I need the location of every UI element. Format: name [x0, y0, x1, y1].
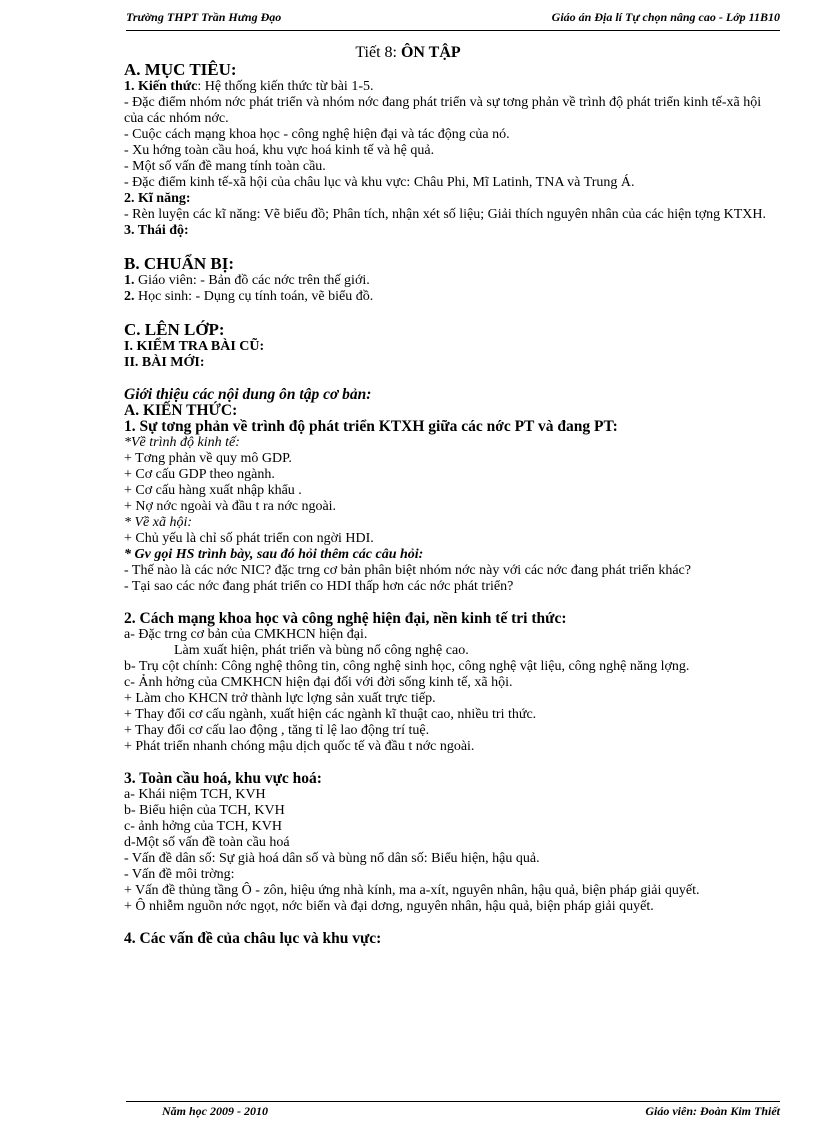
spacer — [124, 915, 780, 931]
paragraph: b- Biểu hiện của TCH, KVH — [124, 803, 285, 818]
paragraph: - Rèn luyện các kĩ năng: Vẽ biểu đồ; Phân tích, nhận xét số liệu; Giải thích nguyên nhân của các hiện tợng KTXH. — [124, 207, 767, 222]
subheading: *Về trình độ kinh tế: — [124, 435, 240, 450]
paragraph: - Một số vấn đề mang tính toàn cầu. — [124, 159, 326, 174]
paragraph: c- ảnh hởng của TCH, KVH — [124, 819, 282, 834]
topic-2-title: 2. Cách mạng khoa học và công nghệ hiện đại, nền kinh tế tri thức: — [124, 610, 567, 627]
intro-heading: Giới thiệu các nội dung ôn tập cơ bản: — [124, 386, 372, 403]
text: Học sinh: - Dụng cụ tính toán, vẽ biểu đồ. — [134, 289, 374, 304]
subheading: 3. Thái độ: — [124, 223, 189, 238]
topic-3-title: 3. Toàn cầu hoá, khu vực hoá: — [124, 770, 322, 787]
spacer — [124, 305, 780, 321]
document-body — [124, 61, 780, 947]
paragraph: - Vấn đề dân số: Sự già hoá dân số và bùng nổ dân số: Biểu hiện, hậu quả. — [124, 851, 540, 866]
label-number: 1. — [124, 273, 135, 288]
list-item: + Thay đổi cơ cấu lao động , tăng tỉ lệ lao động trí tuệ. — [124, 723, 430, 738]
spacer — [124, 595, 780, 611]
lesson-number: Tiết 8: — [355, 44, 397, 61]
list-item: + Chủ yếu là chỉ số phát triển con ngời HDI. — [124, 531, 374, 546]
paragraph: Làm xuất hiện, phát triển và bùng nổ công nghệ cao. — [174, 643, 469, 658]
footer-school-year: Năm học 2009 - 2010 — [162, 1104, 268, 1118]
page-footer — [126, 1101, 780, 1122]
spacer — [124, 239, 780, 255]
heading-b: B. CHUẨN BỊ: — [124, 254, 235, 273]
paragraph: - Cuộc cách mạng khoa học - công nghệ hiện đại và tác động của nó. — [124, 127, 510, 142]
heading-c: C. LÊN LỚP: — [124, 320, 225, 339]
paragraph — [124, 273, 780, 289]
list-item: + Làm cho KHCN trở thành lực lợng sản xuất trực tiếp. — [124, 691, 436, 706]
text: Giáo viên: - Bản đồ các nớc trên thế giới. — [134, 273, 370, 288]
list-item: + Vấn đề thủng tầng Ô - zôn, hiệu ứng nhà kính, ma a-xít, nguyên nhân, hậu quả, biện pháp giải quyết. — [124, 883, 700, 898]
heading-a: A. MỤC TIÊU: — [124, 60, 237, 79]
list-item: + Tơng phản về quy mô GDP. — [124, 451, 292, 466]
list-item: + Ô nhiễm nguồn nớc ngọt, nớc biển và đại dơng, nguyên nhân, hậu quả, biện pháp giải quyết. — [124, 899, 654, 914]
paragraph — [124, 289, 780, 305]
question: - Tại sao các nớc đang phát triển co HDI thấp hơn các nớc phát triển? — [124, 579, 514, 594]
topic-4-title: 4. Các vấn đề của châu lục và khu vực: — [124, 930, 382, 947]
label-kien-thuc: 1. Kiến thức — [124, 79, 198, 94]
topic-1-title: 1. Sự tơng phản về trình độ phát triển KTXH giữa các nớc PT và đang PT: — [124, 418, 618, 435]
paragraph — [124, 79, 780, 95]
list-item: + Nợ nớc ngoài và đầu t ra nớc ngoài. — [124, 499, 337, 514]
footer-teacher: Giáo viên: Đoàn Kim Thiết — [645, 1104, 780, 1118]
page-header — [126, 8, 780, 31]
heading-kien-thuc: A. KIẾN THỨC: — [124, 402, 238, 419]
spacer — [124, 371, 780, 387]
text: : Hệ thống kiến thức từ bài 1-5. — [197, 79, 374, 94]
lesson-name: ÔN TẬP — [400, 44, 461, 61]
paragraph: b- Trụ cột chính: Công nghệ thông tin, công nghệ sinh học, công nghệ vật liệu, công nghệ năng lợng. — [124, 659, 690, 674]
paragraph: - Đặc điểm nhóm nớc phát triển và nhóm nớc đang phát triển và sự tơng phản về trình độ phát triển kinh tế-xã hội của các nhóm nớc. — [124, 95, 762, 126]
list-item: + Phát triển nhanh chóng mậu dịch quốc tế và đầu t nớc ngoài. — [124, 739, 475, 754]
question: - Thế nào là các nớc NIC? đặc trng cơ bản phân biệt nhóm nớc này với các nớc đang phát triển khác? — [124, 563, 691, 578]
header-subject: Giáo án Địa lí Tự chọn nâng cao - Lớp 11B10 — [551, 10, 780, 24]
paragraph: a- Khái niệm TCH, KVH — [124, 787, 266, 802]
list-item: + Cơ cấu hàng xuất nhập khẩu . — [124, 483, 302, 498]
spacer — [124, 755, 780, 771]
subheading: 2. Kĩ năng: — [124, 191, 191, 206]
lesson-title — [0, 44, 816, 62]
list-item: + Thay đổi cơ cấu ngành, xuất hiện các ngành kĩ thuật cao, nhiều tri thức. — [124, 707, 537, 722]
paragraph: d-Một số vấn đề toàn cầu hoá — [124, 835, 290, 850]
label-number: 2. — [124, 289, 135, 304]
paragraph: a- Đặc trng cơ bản của CMKHCN hiện đại. — [124, 627, 368, 642]
paragraph: - Xu hớng toàn cầu hoá, khu vực hoá kinh tế và hệ quả. — [124, 143, 435, 158]
header-school: Trường THPT Trần Hưng Đạo — [126, 10, 282, 24]
paragraph: c- Ảnh hởng của CMKHCN hiện đại đối với đời sống kinh tế, xã hội. — [124, 675, 513, 690]
subheading: I. KIỂM TRA BÀI CŨ: — [124, 339, 265, 354]
subheading: II. BÀI MỚI: — [124, 355, 205, 370]
paragraph: - Vấn đề môi trờng: — [124, 867, 235, 882]
subheading: * Về xã hội: — [124, 515, 193, 530]
teacher-instruction: * Gv gọi HS trình bày, sau đó hỏi thêm các câu hỏi: — [124, 547, 424, 562]
paragraph: - Đặc điểm kinh tế-xã hội của châu lục và khu vực: Châu Phi, Mĩ Latinh, TNA và Trung Á. — [124, 175, 635, 190]
list-item: + Cơ cấu GDP theo ngành. — [124, 467, 275, 482]
